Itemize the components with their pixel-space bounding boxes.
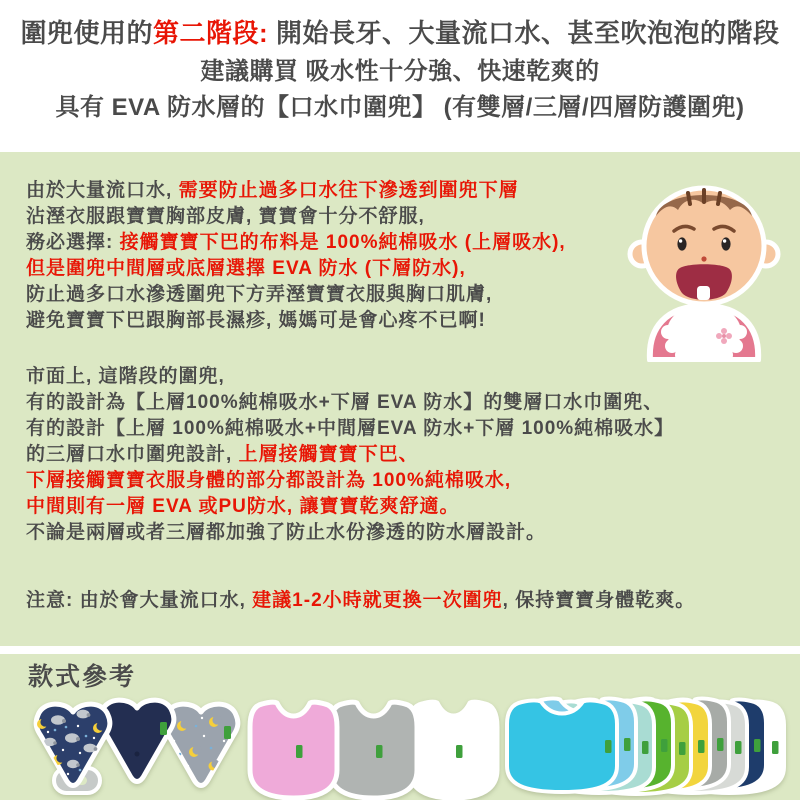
bib-tag bbox=[224, 726, 231, 739]
bib-tag bbox=[679, 742, 686, 755]
styles-heading: 款式參考 bbox=[28, 663, 137, 691]
text-segment: 沾溼衣服跟寶寶胸部皮膚, 寶寶會十分不舒服, bbox=[26, 206, 425, 227]
text-segment: 開始長牙、大量流口水、甚至吹泡泡的階段 bbox=[268, 18, 780, 48]
text-line bbox=[0, 12, 800, 54]
baby-illustration bbox=[626, 174, 782, 362]
bib-tag bbox=[772, 741, 779, 754]
bib bbox=[410, 702, 497, 798]
text-line bbox=[26, 588, 800, 614]
bib-tag bbox=[605, 740, 612, 753]
bandana-bibs-image bbox=[28, 692, 246, 798]
text-segment: 不論是兩層或者三層都加強了防止水份滲透的防水層設計。 bbox=[26, 522, 547, 543]
text-segment: 接觸寶寶下巴的布料是 100%純棉吸水 (上層吸水), bbox=[119, 232, 566, 253]
pullover-bibs-group bbox=[250, 702, 497, 798]
text-line bbox=[26, 364, 800, 390]
bib bbox=[330, 702, 417, 798]
text-segment: 由於大量流口水, bbox=[26, 180, 179, 201]
text-segment: 防止過多口水滲透圍兜下方弄溼寶寶衣服與胸口肌膚, bbox=[26, 284, 493, 305]
bib-tag bbox=[661, 739, 668, 752]
styles-section bbox=[0, 654, 800, 800]
text-line bbox=[26, 468, 800, 494]
bib-tag bbox=[624, 738, 631, 751]
text-segment: 下層接觸寶寶衣服身體的部分都設計為 100%純棉吸水, bbox=[26, 470, 512, 491]
paragraph-note bbox=[26, 588, 800, 614]
text-segment: 第二階段: bbox=[153, 18, 269, 48]
bib-tag bbox=[376, 745, 383, 758]
text-segment: 上層接觸寶寶下巴、 bbox=[238, 444, 419, 465]
text-line bbox=[0, 90, 800, 126]
bib-tag bbox=[735, 741, 742, 754]
text-line bbox=[26, 416, 800, 442]
text-segment: 但是圍兜中間層或底層選擇 EVA 防水 (下層防水), bbox=[26, 258, 466, 279]
bib-tag bbox=[160, 722, 167, 735]
text-segment: 建議購買 吸水性十分強、快速乾爽的 bbox=[200, 58, 600, 85]
text-segment: 有的設計為【上層100%純棉吸水+下層 EVA 防水】的雙層口水巾圍兜、 bbox=[26, 392, 664, 413]
bib bbox=[250, 702, 337, 798]
text-segment: 中間則有一層 EVA 或PU防水, 讓寶寶乾爽舒適。 bbox=[26, 496, 460, 517]
text-segment: 市面上, 這階段的圍兜, bbox=[26, 366, 225, 387]
pullover-bibs-image bbox=[246, 694, 504, 800]
bib-tag bbox=[642, 741, 649, 754]
text-line bbox=[26, 494, 800, 520]
text-segment: 建議1-2小時就更換一次圍兜 bbox=[252, 590, 503, 611]
paragraph-market-designs bbox=[26, 364, 800, 546]
text-line bbox=[26, 442, 800, 468]
text-segment: , 保持寶寶身體乾爽。 bbox=[502, 590, 696, 611]
text-segment: 務必選擇: bbox=[26, 232, 120, 253]
text-line bbox=[26, 390, 800, 416]
text-segment: 注意: 由於會大量流口水, bbox=[26, 590, 253, 611]
bib-tag bbox=[698, 740, 705, 753]
bib-tag bbox=[717, 738, 724, 751]
bib-tag bbox=[754, 739, 761, 752]
header-title bbox=[0, 0, 800, 152]
text-segment: 具有 EVA 防水層的【口水巾圍兜】 (有雙層/三層/四層防護圍兜) bbox=[55, 94, 745, 121]
baby-nose bbox=[701, 256, 706, 261]
bib-tag bbox=[296, 745, 303, 758]
text-segment: 避免寶寶下巴跟胸部長濕疹, 媽媽可是會心疼不已啊! bbox=[26, 310, 486, 331]
text-line bbox=[26, 520, 800, 546]
text-segment: 圍兜使用的 bbox=[20, 18, 154, 48]
bib bbox=[507, 700, 617, 792]
text-segment: 的三層口水巾圍兜設計, bbox=[26, 444, 239, 465]
text-line bbox=[0, 54, 800, 90]
fan-bibs-image bbox=[502, 692, 792, 796]
fan-bibs-group bbox=[507, 698, 784, 794]
bandana-bib-navy-solid bbox=[100, 700, 174, 781]
baby-mouth bbox=[676, 264, 732, 300]
text-segment: 需要防止過多口水往下滲透到圍兜下層 bbox=[178, 180, 519, 201]
bib-tag bbox=[456, 745, 463, 758]
text-segment: 有的設計【上層 100%純棉吸水+中間層EVA 防水+下層 100%純棉吸水】 bbox=[26, 418, 675, 439]
info-panel bbox=[0, 152, 800, 646]
